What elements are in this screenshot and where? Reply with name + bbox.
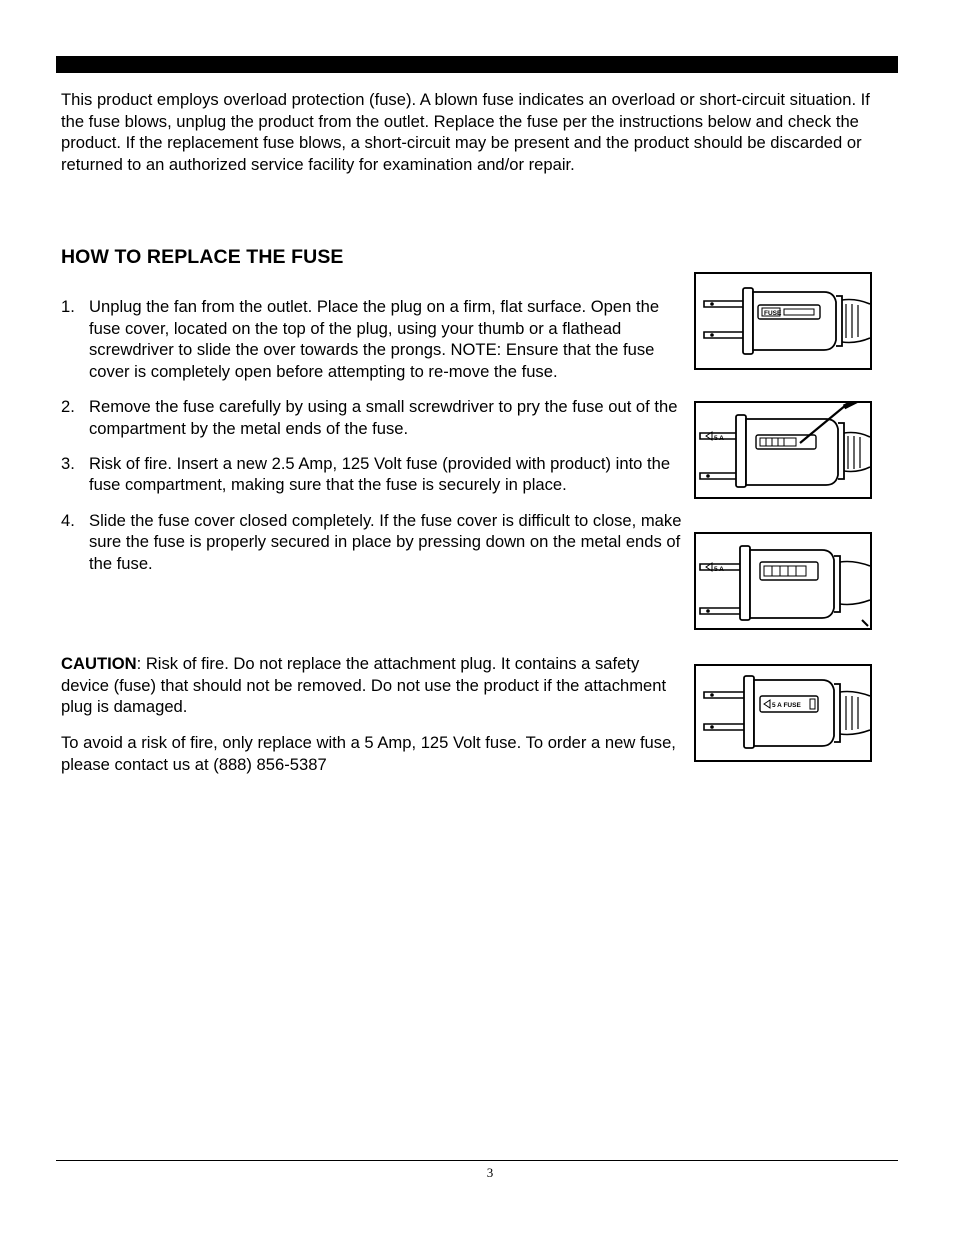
plug-screwdriver-illustration (696, 403, 870, 497)
step-text: Risk of fire. Insert a new 2.5 Amp, 125 Volt fuse (provided with product) into the fuse compartment, making sure that the fuse is securely in place. (89, 453, 671, 495)
step-text: Unplug the fan from the outlet. Place the plug on a firm, flat surface. Open the fuse cover, located on the top of the plug, using your thumb or a flathead screwdriver to slide the over towards the prongs. NOTE: Ensure that the fuse cover is completely open before attempting to re-move the fuse. (89, 297, 660, 381)
figure-label: 5 A (714, 435, 724, 442)
intro-paragraph: This product employs overload protection (fuse). A blown fuse indicates an overload or short-circuit situation. If the fuse blows, unplug the product from the outlet. Replace the fuse per the instructions below and check the product. If the replacement fuse blows, a short-circuit may be present and the product should be discarded or returned to an authorized service facility for examination and/or repair. (61, 90, 870, 174)
step-item (61, 510, 686, 575)
figure-plug-insert-fuse (694, 532, 872, 630)
plug-closed-illustration (696, 666, 870, 760)
figure-label: FUSE (764, 310, 782, 317)
step-number: 3. (61, 453, 75, 473)
step-number: 4. (61, 510, 75, 530)
header-bar (56, 56, 898, 73)
step-item (61, 396, 686, 439)
step-number: 1. (61, 297, 75, 316)
step-text: Remove the fuse carefully by using a small screwdriver to pry the fuse out of the compartment by the metal ends of the fuse. (89, 396, 678, 438)
step-item (61, 453, 686, 496)
instruction-steps (61, 296, 686, 588)
step-number: 2. (61, 396, 75, 416)
caution-label: CAUTION (61, 654, 137, 673)
step-item (61, 296, 686, 382)
plug-insert-illustration (696, 534, 870, 628)
footer-rule (56, 1160, 898, 1161)
figure-plug-cover-closed (694, 664, 872, 762)
caution-text: : Risk of fire. Do not replace the attachment plug. It contains a safety device (fuse) that should not be removed. Do not use the product if the attachment plug is damaged. (61, 654, 667, 717)
section-title: HOW TO REPLACE THE FUSE (61, 246, 344, 268)
step-text: Slide the fuse cover closed completely. If the fuse cover is difficult to close, make sure the fuse is properly secured in place by pressing down on the metal ends of the fuse. (89, 510, 682, 573)
caution-paragraph (61, 653, 686, 718)
fuse-order-note: To avoid a risk of fire, only replace with a 5 Amp, 125 Volt fuse. To order a new fuse, please contact us at (888) 856-5387 (61, 733, 676, 774)
figure-label: 5 A (714, 566, 724, 573)
figure-label: 5 A FUSE (772, 702, 801, 709)
plug-open-illustration (696, 274, 870, 368)
figure-plug-remove-fuse (694, 401, 872, 499)
page-number: 3 (486, 1165, 494, 1180)
figure-plug-cover-open (694, 272, 872, 370)
